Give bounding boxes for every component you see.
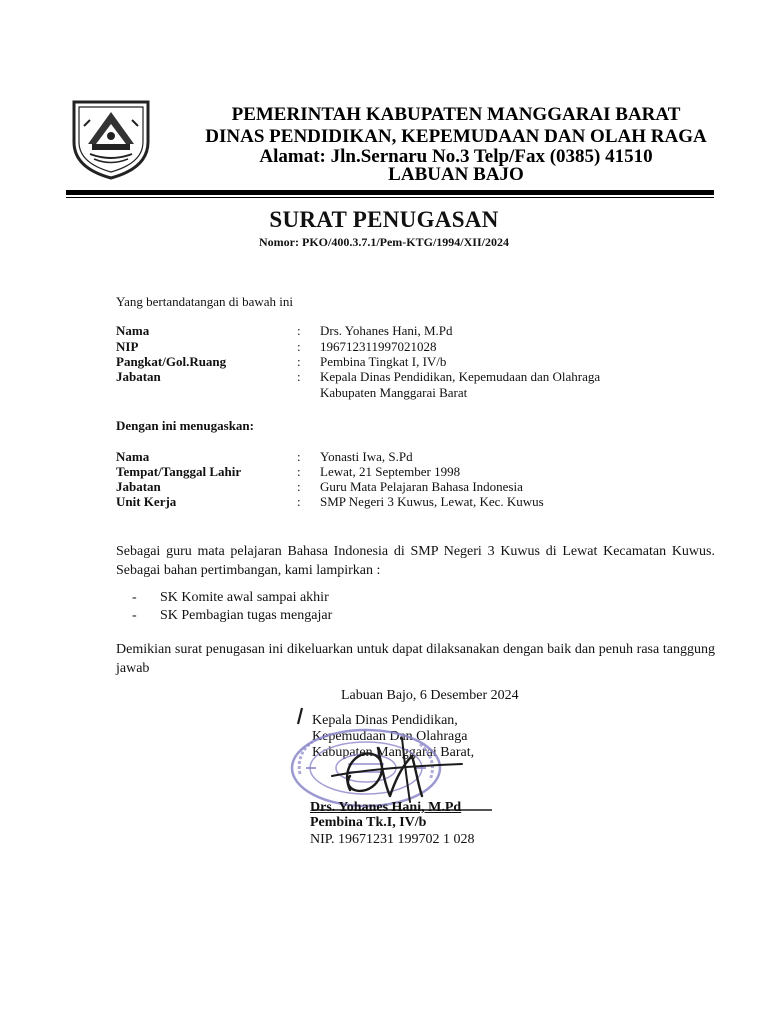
signer-signature-rank: Pembina Tk.I, IV/b xyxy=(310,815,427,830)
signer-signature-name: Drs. Yohanes Hani, M.Pd xyxy=(310,800,462,815)
signer-name: Drs. Yohanes Hani, M.Pd xyxy=(320,323,453,338)
kabupaten-emblem-icon xyxy=(66,96,156,180)
colon: : xyxy=(297,449,301,464)
assign-heading: Dengan ini menugaskan: xyxy=(116,418,254,433)
body-paragraph-2: Demikian surat penugasan ini dikeluarkan untuk dapat dilaksanakan dengan baik dan penuh rasa tanggung jawab xyxy=(116,642,715,676)
signer-position-line1: Kepala Dinas Pendidikan, Kepemudaan dan Olahraga xyxy=(320,369,601,384)
signer-nip: 196712311997021028 xyxy=(320,339,437,354)
signer-title-line1: Kepala Dinas Pendidikan, xyxy=(312,713,458,728)
list-bullet: - xyxy=(132,608,137,623)
assignee-birth-label: Tempat/Tanggal Lahir xyxy=(116,464,242,479)
colon: : xyxy=(297,354,301,369)
letterhead-department: DINAS PENDIDIKAN, KEPEMUDAAN DAN OLAH RAGA xyxy=(205,126,707,147)
colon: : xyxy=(297,323,301,338)
signer-position-label: Jabatan xyxy=(116,369,161,384)
signer-name-label: Nama xyxy=(116,323,150,338)
letterhead-divider-thin xyxy=(66,197,714,198)
colon: : xyxy=(297,339,301,354)
letterhead-divider-thick xyxy=(66,190,714,195)
assignee-unit: SMP Negeri 3 Kuwus, Lewat, Kec. Kuwus xyxy=(320,494,544,509)
signer-rank: Pembina Tingkat I, IV/b xyxy=(320,354,447,369)
colon: : xyxy=(297,479,301,494)
signer-title-line3: Kabupaten Manggarai Barat, xyxy=(312,745,475,760)
intro-text: Yang bertandatangan di bawah ini xyxy=(116,294,294,309)
assignee-name-label: Nama xyxy=(116,449,150,464)
place-date: Labuan Bajo, 6 Desember 2024 xyxy=(341,688,519,703)
assignee-name: Yonasti Iwa, S.Pd xyxy=(320,449,413,464)
assignee-unit-label: Unit Kerja xyxy=(116,494,177,509)
attachment-item: SK Komite awal sampai akhir xyxy=(160,590,329,605)
letterhead-government: PEMERINTAH KABUPATEN MANGGARAI BARAT xyxy=(231,104,681,125)
assignee-position-label: Jabatan xyxy=(116,479,161,494)
signer-rank-label: Pangkat/Gol.Ruang xyxy=(116,354,227,369)
signer-signature-nip: NIP. 19671231 199702 1 028 xyxy=(310,832,475,847)
letterhead-city: LABUAN BAJO xyxy=(388,164,524,185)
body-paragraph-1: Sebagai guru mata pelajaran Bahasa Indonesia di SMP Negeri 3 Kuwus di Lewat Kecamatan Kuwus. Sebagai bahan pertimbangan, kami lampirkan : xyxy=(116,544,715,578)
colon: : xyxy=(297,494,301,509)
letterhead-address: Alamat: Jln.Sernaru No.3 Telp/Fax (0385) 41510 xyxy=(259,146,653,167)
signer-position-line2: Kabupaten Manggarai Barat xyxy=(320,385,468,400)
signer-nip-label: NIP xyxy=(116,339,139,354)
list-bullet: - xyxy=(132,590,137,605)
letter-number: Nomor: PKO/400.3.7.1/Pem-KTG/1994/XII/2024 xyxy=(259,235,509,249)
letter-title: SURAT PENUGASAN xyxy=(269,207,499,232)
signer-title-line2: Kepemudaan Dan Olahraga xyxy=(312,729,468,744)
colon: : xyxy=(297,464,301,479)
assignee-birth: Lewat, 21 September 1998 xyxy=(320,464,461,479)
colon: : xyxy=(297,369,301,384)
attachment-item: SK Pembagian tugas mengajar xyxy=(160,608,333,623)
assignee-position: Guru Mata Pelajaran Bahasa Indonesia xyxy=(320,479,523,494)
